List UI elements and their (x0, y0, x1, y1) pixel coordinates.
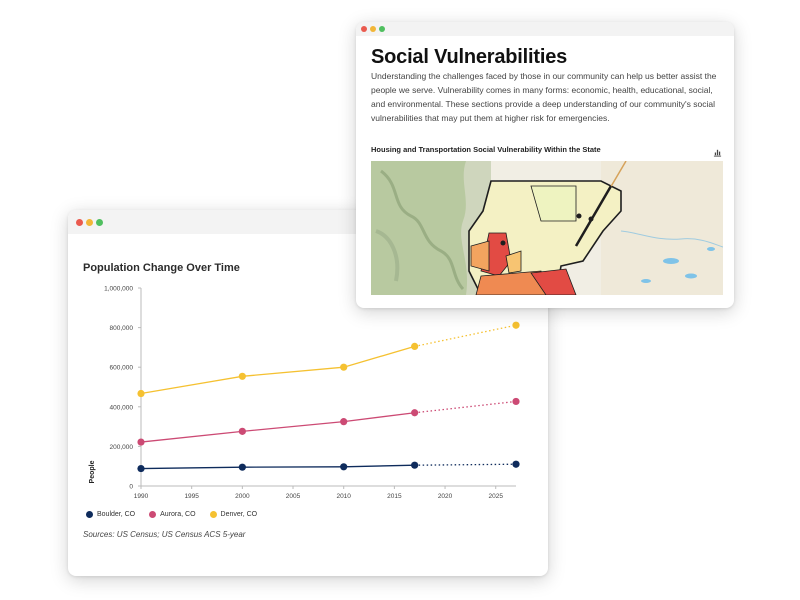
map-heading: Housing and Transportation Social Vulnerability Within the State (371, 145, 601, 154)
legend-label: Aurora, CO (160, 511, 196, 518)
series-projection-line (415, 401, 516, 412)
y-tick-label: 800,000 (109, 325, 133, 333)
legend-marker-icon (86, 511, 93, 518)
vulnerability-map[interactable] (371, 161, 723, 295)
minimize-window-icon[interactable] (370, 26, 376, 32)
data-point[interactable] (340, 418, 347, 425)
section-title: Social Vulnerabilities (371, 46, 568, 68)
download-chart-icon[interactable] (713, 148, 722, 157)
data-point[interactable] (512, 322, 519, 329)
lake-icon (641, 279, 651, 283)
tract-moderate-vulnerability[interactable] (471, 241, 489, 271)
series-projection-line (415, 325, 516, 346)
data-point[interactable] (239, 373, 246, 380)
x-tick-label: 2005 (285, 493, 301, 500)
series-line (141, 413, 415, 442)
series-line (141, 465, 415, 468)
legend-marker-icon (149, 511, 156, 518)
data-point[interactable] (137, 465, 144, 472)
map-marker[interactable] (589, 217, 594, 222)
plains-area (601, 161, 723, 295)
series-line (141, 346, 415, 393)
data-point[interactable] (137, 438, 144, 445)
data-point[interactable] (340, 463, 347, 470)
section-description: Understanding the challenges faced by those in our community can help us better assist the people we serve. Vulnerability comes in many forms: economic, health, educational, social, and environmental. These sections provide a deep understanding of our community's social vulnerabilities that may put them at higher risk for emergencies. (371, 71, 717, 123)
map-marker[interactable] (501, 241, 506, 246)
mountain-forest-area (371, 161, 467, 295)
data-point[interactable] (512, 461, 519, 468)
y-tick-label: 400,000 (109, 404, 133, 412)
legend-item[interactable] (210, 511, 258, 518)
data-point[interactable] (340, 364, 347, 371)
map-graphic (371, 161, 723, 295)
x-tick-label: 1990 (133, 493, 149, 500)
data-point[interactable] (239, 464, 246, 471)
close-window-icon[interactable] (361, 26, 367, 32)
window-titlebar (356, 22, 734, 36)
x-tick-label: 1995 (184, 493, 199, 500)
legend-marker-icon (210, 511, 217, 518)
lake-icon (663, 258, 679, 264)
maximize-window-icon[interactable] (379, 26, 385, 32)
x-tick-label: 2025 (488, 493, 503, 500)
legend-item[interactable] (149, 511, 195, 518)
data-point[interactable] (411, 343, 418, 350)
y-tick-label: 1,000,000 (104, 285, 133, 293)
x-tick-label: 2015 (387, 493, 402, 500)
lake-icon (685, 274, 697, 279)
y-tick-label: 600,000 (109, 364, 133, 372)
social-vulnerabilities-window (356, 22, 734, 308)
y-tick-label: 200,000 (109, 443, 133, 451)
legend-label: Boulder, CO (97, 511, 136, 518)
x-tick-label: 2020 (437, 493, 453, 500)
data-point[interactable] (512, 398, 519, 405)
data-point[interactable] (239, 428, 246, 435)
series-projection-line (415, 464, 516, 465)
x-tick-label: 2010 (336, 493, 351, 500)
legend-item[interactable] (86, 511, 135, 518)
y-tick-label: 0 (129, 483, 133, 491)
map-marker[interactable] (577, 214, 582, 219)
data-point[interactable] (137, 390, 144, 397)
chart-sources: Sources: US Census; US Census ACS 5-year (83, 530, 246, 539)
x-tick-label: 2000 (235, 493, 250, 500)
legend-label: Denver, CO (220, 511, 258, 518)
data-point[interactable] (411, 462, 418, 469)
y-axis-label: People (89, 460, 96, 484)
data-point[interactable] (411, 409, 418, 416)
chart-title: Population Change Over Time (83, 262, 240, 274)
lake-icon (707, 247, 715, 251)
chart-legend (86, 511, 257, 518)
